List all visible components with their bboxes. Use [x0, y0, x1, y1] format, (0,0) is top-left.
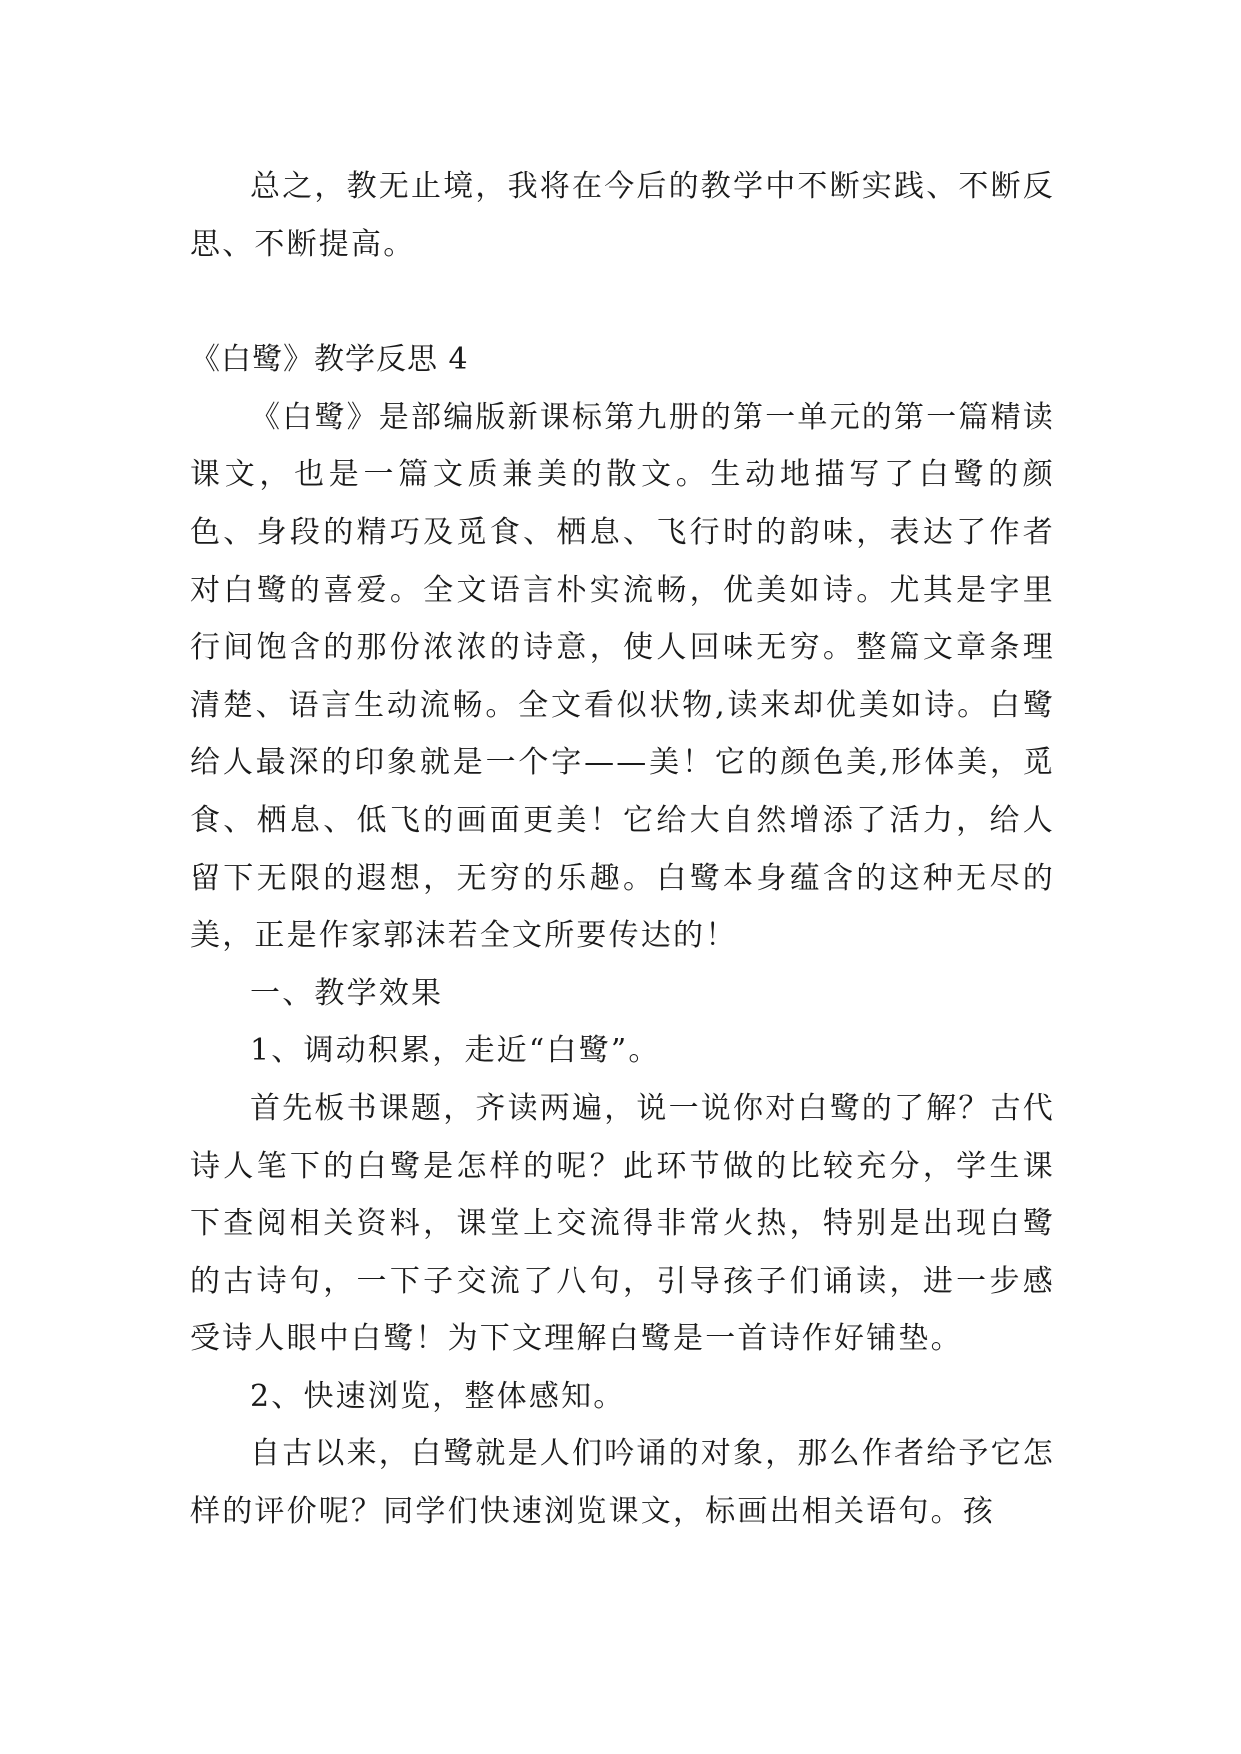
body-paragraph: 自古以来，白鹭就是人们吟诵的对象，那么作者给予它怎样的评价呢？同学们快速浏览课文，标画出相关语句。孩	[190, 1436, 1055, 1530]
section-gap	[190, 273, 1055, 331]
body-paragraph: 首先板书课题，齐读两遍，说一说你对白鹭的了解？古代诗人笔下的白鹭是怎样的呢？此环节做的比较充分，学生课下查阅相关资料，课堂上交流得非常火热，特别是出现白鹭的古诗句，一下子交流了八句，引导孩子们诵读，进一步感受诗人眼中白鹭！为下文理解白鹭是一首诗作好铺垫。	[190, 1090, 1055, 1357]
intro-paragraph: 《白鹭》是部编版新课标第九册的第一单元的第一篇精读课文，也是一篇文质兼美的散文。生动地描写了白鹭的颜色、身段的精巧及觅食、栖息、飞行时的韵味，表达了作者对白鹭的喜爱。全文语言朴实流畅，优美如诗。尤其是字里行间饱含的那份浓浓的诗意，使人回味无穷。整篇文章条理清楚、语言生动流畅。全文看似状物,读来却优美如诗。白鹭给人最深的印象就是一个字——美！它的颜色美,形体美，觅食、栖息、低飞的画面更美！它给大自然增添了活力，给人留下无限的遐想，无穷的乐趣。白鹭本身蕴含的这种无尽的美，正是作家郭沫若全文所要传达的！	[190, 399, 1055, 954]
subheading-point-2: 2、快速浏览，整体感知。	[250, 1378, 626, 1414]
closing-paragraph: 总之，教无止境，我将在今后的教学中不断实践、不断反思、不断提高。	[190, 169, 1055, 262]
subheading-teaching-effect: 一、教学效果	[250, 975, 444, 1011]
subheading-point-1: 1、调动积累，走近“白鹭”。	[250, 1033, 661, 1069]
document-page	[190, 158, 1055, 1541]
section-title: 《白鹭》教学反思 4	[190, 342, 469, 378]
